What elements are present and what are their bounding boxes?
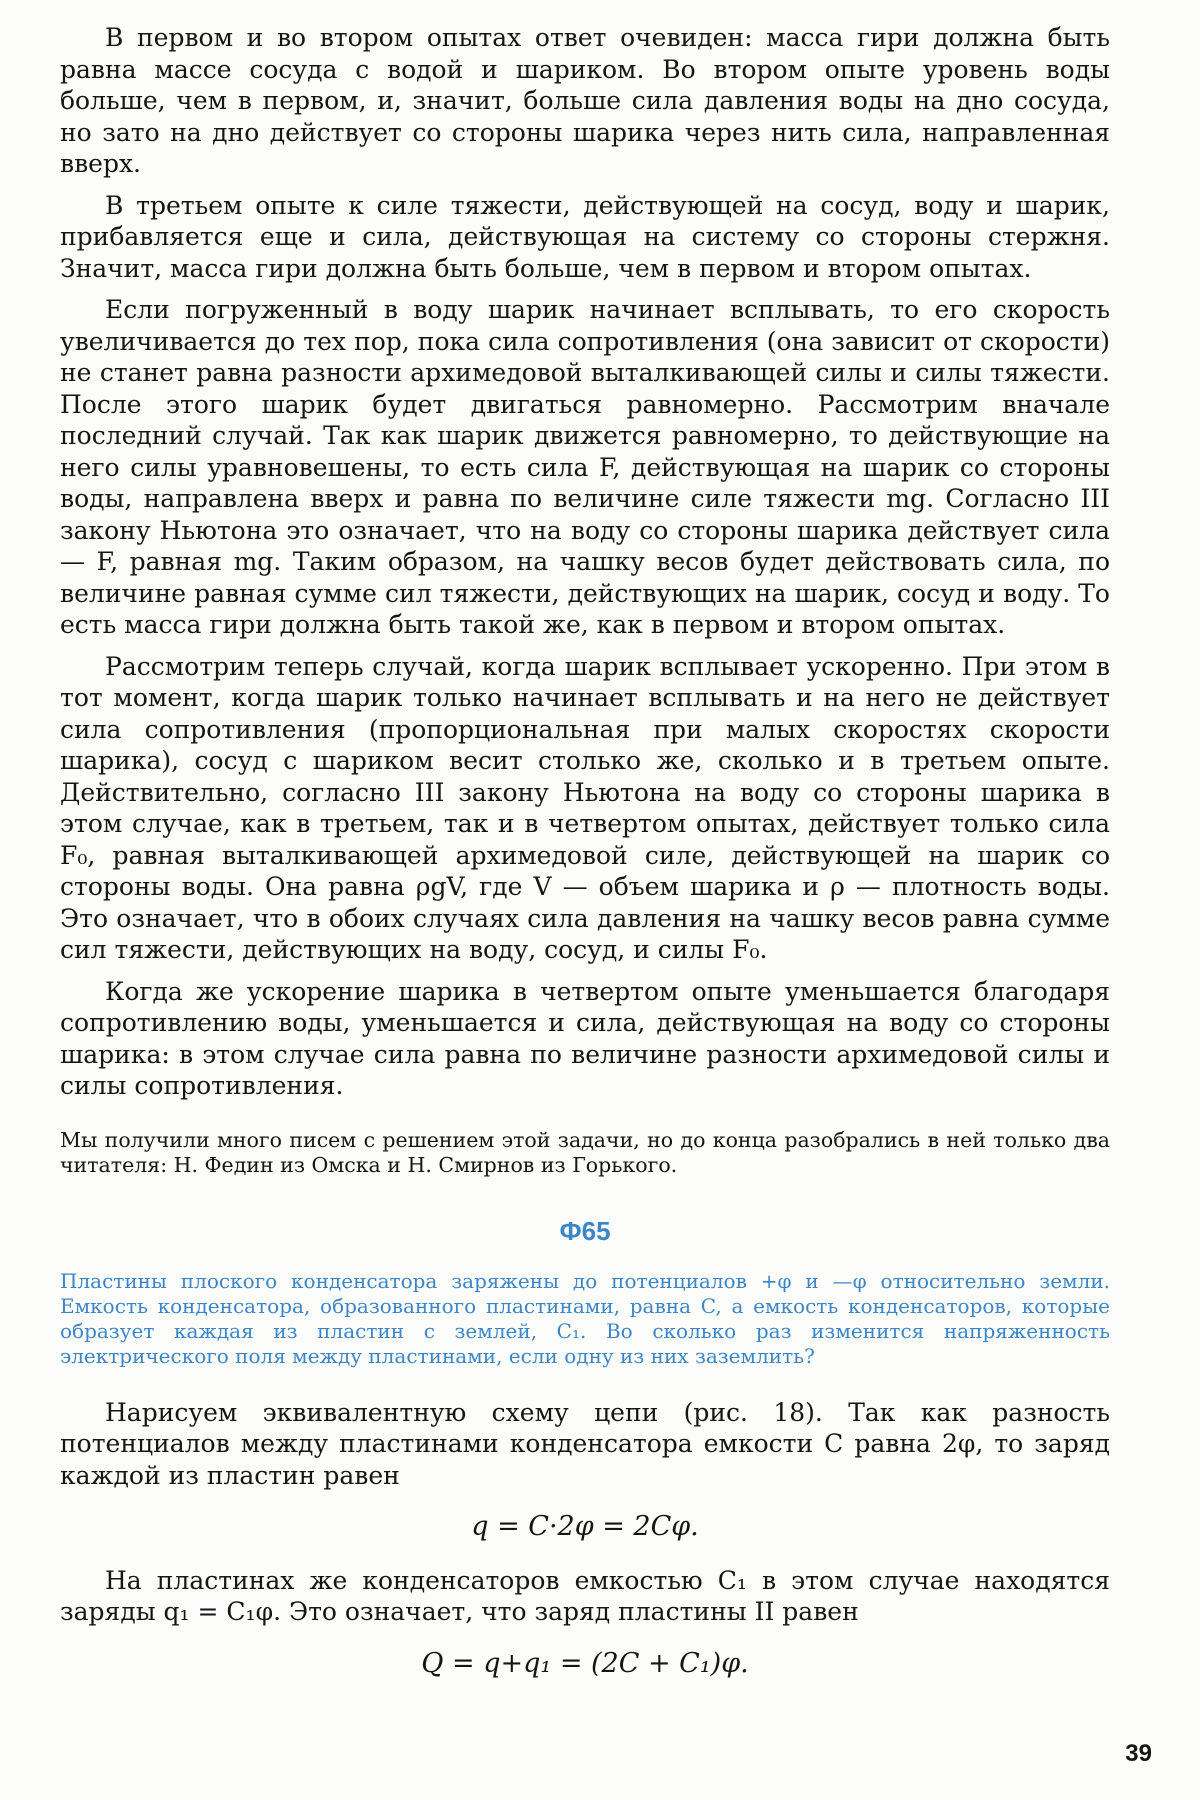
formula: q = C·2φ = 2Cφ. [471,1511,699,1542]
problem-statement: Пластины плоского конденсатора заряжены до потенциалов +φ и —φ относительно земли. Емкость конденсатора, образованного пластинами, равна C, а емкость конденсаторов, которые образует каждая из пластин с землей, C₁. Во сколько раз изменится напряженность электрического поля между пластинами, если одну из них заземлить? [60,1268,1110,1368]
solution [60,1397,1110,1680]
problem-title: Ф65 [559,1215,611,1246]
paragraph: Когда же ускорение шарика в четвертом опыте уменьшается благодаря сопротивлению воды, уменьшается и сила, действующая на воду со стороны шарика: в этом случае сила равна по величине разности архимедовой силы и силы сопротивления. [60,976,1110,1100]
paragraph: Если погруженный в воду шарик начинает всплывать, то его скорость увеличивается до тех пор, пока сила сопротивления (она зависит от скорости) не станет равна разности архимедовой выталкивающей силы и силы тяжести. После этого шарик будет двигаться равномерно. Рассмотрим вначале последний случай. Так как шарик движется равномерно, то действующие на него силы уравновешены, то есть сила F, действующая на шарик со стороны воды, направлена вверх и равна по величине силе тяжести mg. Согласно III закону Ньютона это означает, что на воду со стороны шарика действует сила — F, равная mg. Таким образом, на чашку весов будет действовать сила, по величине равная сумме сил тяжести, действующих на шарик, сосуд и воду. То есть масса гири должна быть такой же, как в первом и втором опытах. [60,295,1110,639]
formula: Q = q+q₁ = (2C + C₁)φ. [421,1647,749,1679]
paragraph: В третьем опыте к силе тяжести, действующей на сосуд, воду и шарик, прибавляется еще и сила, действующая на систему со стороны стержня. Значит, масса гири должна быть больше, чем в первом и втором опытах. [60,190,1110,283]
page-content [60,22,1110,1701]
article-body [60,22,1110,1102]
paragraph: Рассмотрим теперь случай, когда шарик всплывает ускоренно. При этом в тот момент, когда шарик только начинает всплывать и на него не действует сила сопротивления (пропорциональная при малых скоростях скорости шарика), сосуд с шариком весит столько же, сколько и в третьем опыте. Действительно, согласно III закону Ньютона на воду со стороны шарика в этом случае, как в третьем, так и в четвертом опытах, действует только сила F₀, равная выталкивающей архимедовой силе, действующей на шарик со стороны воды. Она равна ρgV, где V — объем шарика и ρ — плотность воды. Это означает, что в обоих случаях сила давления на чашку весов равна сумме сил тяжести, действующих на воду, сосуд, и силы F₀. [60,651,1110,964]
solution-paragraph: Нарисуем эквивалентную схему цепи (рис. 18). Так как разность потенциалов между пластинами конденсатора емкости C равна 2φ, то заряд каждой из пластин равен [60,1397,1110,1490]
page-number: 39 [1125,1740,1152,1767]
paragraph: В первом и во втором опытах ответ очевиден: масса гири должна быть равна массе сосуда с водой и шариком. Во втором опыте уровень воды больше, чем в первом, и, значит, больше сила давления воды на дно сосуда, но зато на дно действует со стороны шарика через нить сила, направленная вверх. [60,23,1110,178]
solution-paragraph: На пластинах же конденсаторов емкостью C₁ в этом случае находятся заряды q₁ = C₁φ. Это означает, что заряд пластины II равен [60,1565,1110,1626]
editorial-note: Мы получили много писем с решением этой задачи, но до конца разобрались в ней только два читателя: Н. Федин из Омска и Н. Смирнов из Горького. [60,1127,1110,1177]
